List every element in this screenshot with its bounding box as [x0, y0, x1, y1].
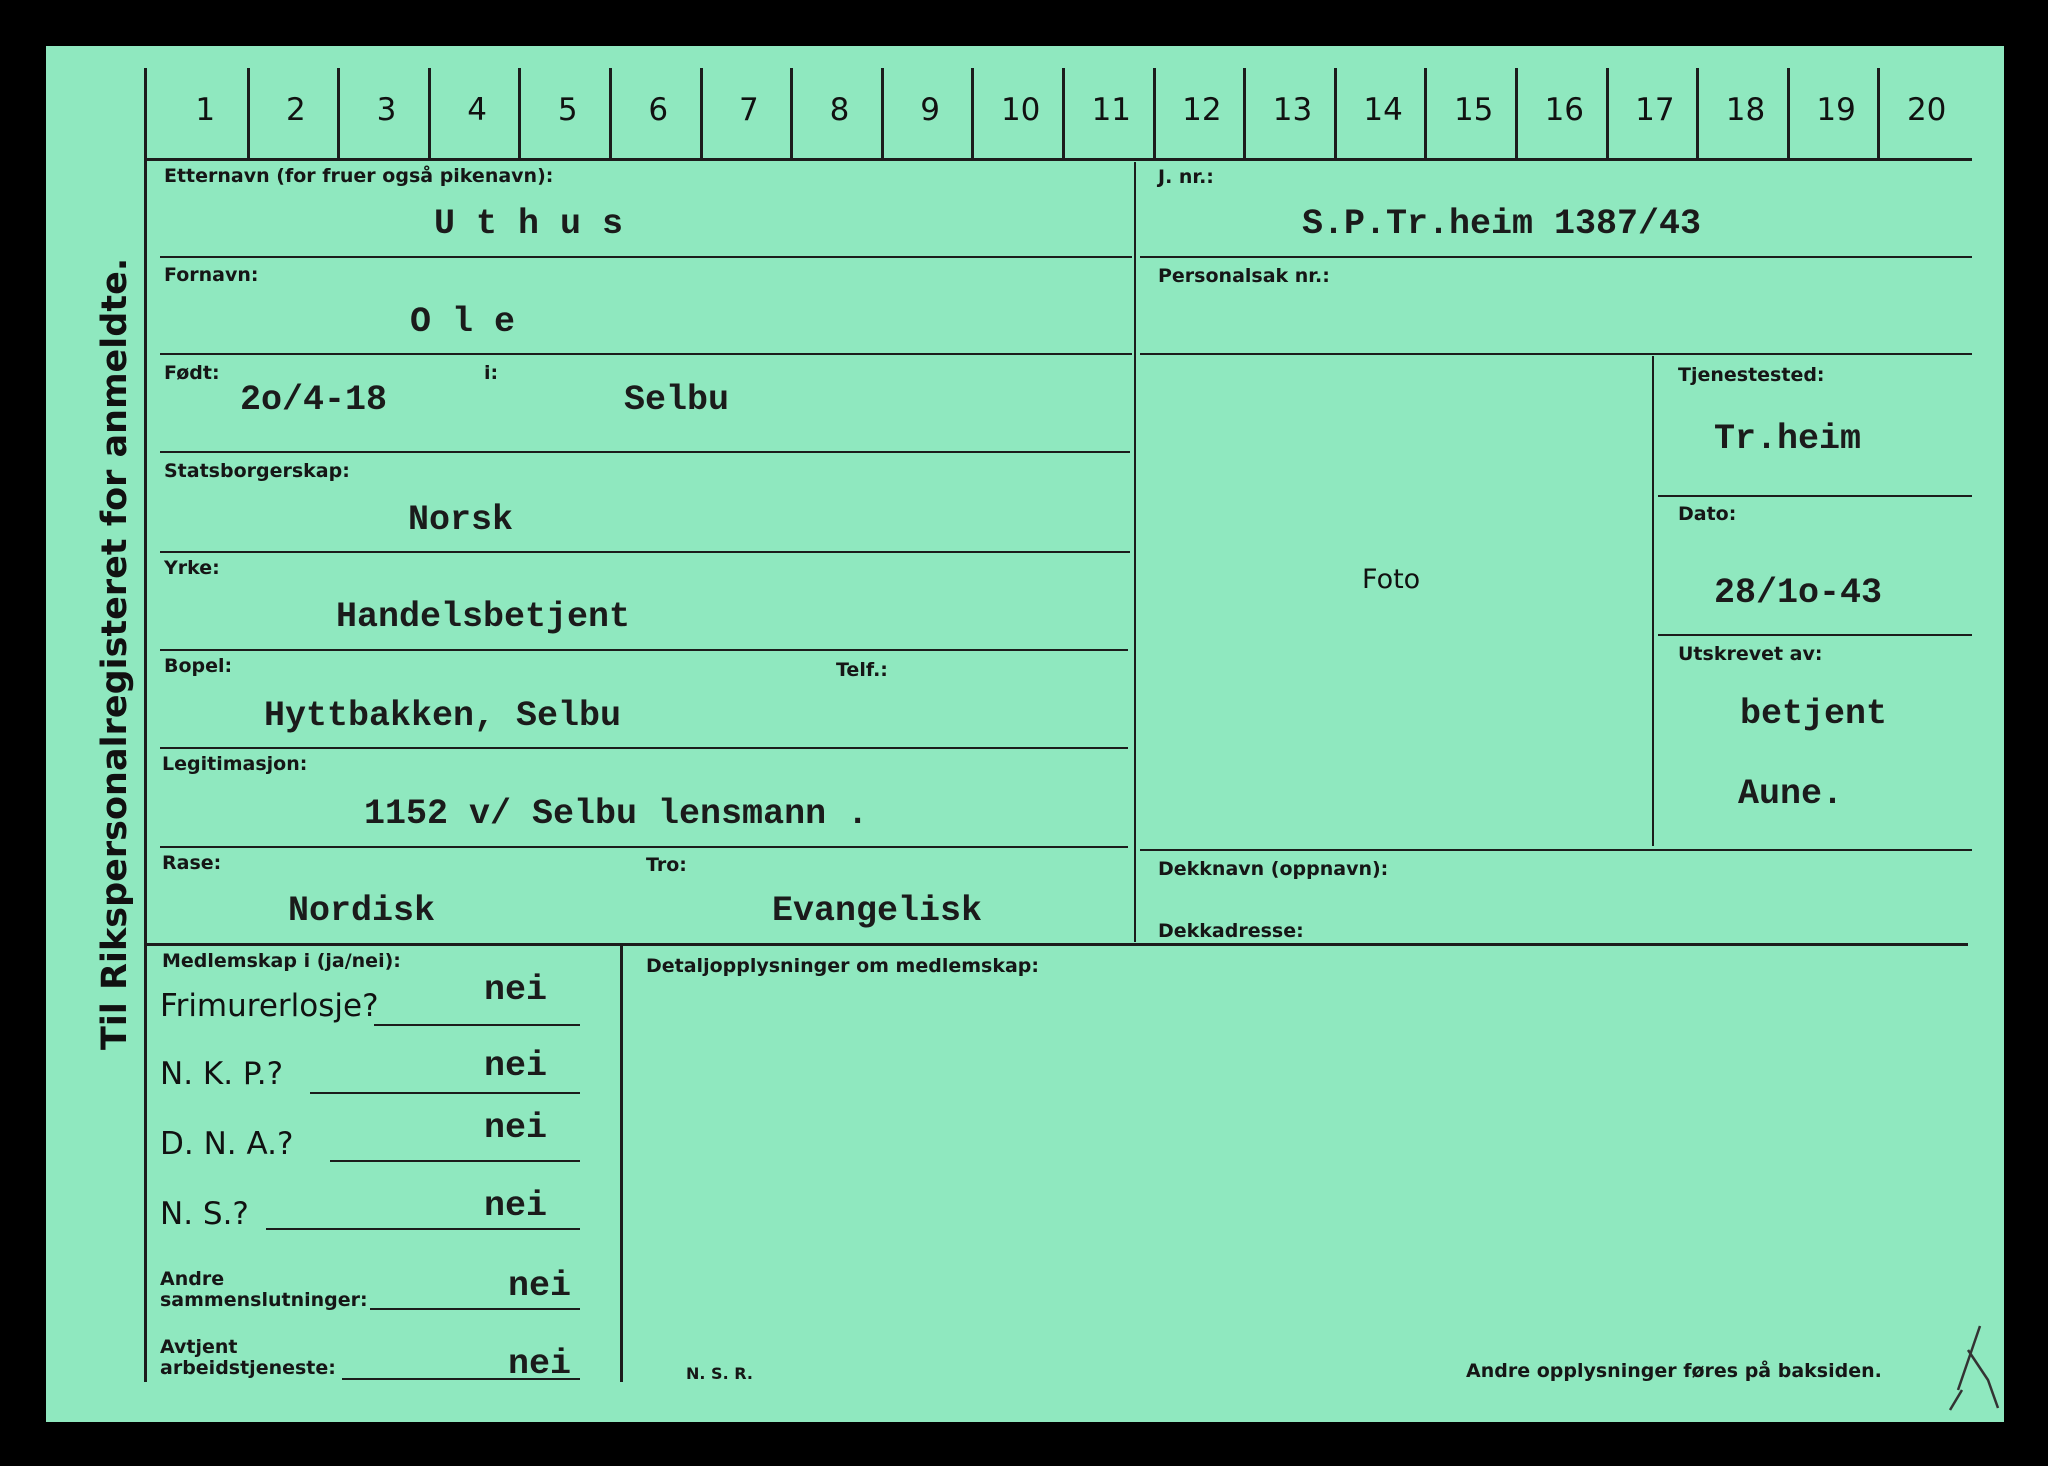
ns-label: N. S.? [160, 1196, 249, 1232]
column-number: 4 [467, 92, 487, 128]
etternavn-value: U t h u s [434, 204, 624, 244]
line-rase [144, 943, 1968, 946]
column-separator [790, 68, 793, 158]
column-number: 18 [1725, 92, 1766, 128]
fodested-label: i: [484, 362, 499, 384]
column-separator [881, 68, 884, 158]
dato-label: Dato: [1678, 503, 1737, 525]
fodested-value: Selbu [624, 380, 730, 420]
line-utskrevet [1140, 849, 1972, 851]
frimurer-label: Frimurerlosje? [160, 988, 379, 1024]
nsr-mark: N. S. R. [686, 1364, 753, 1383]
nkp-value: nei [484, 1046, 548, 1086]
column-number: 15 [1453, 92, 1494, 128]
column-number: 10 [1000, 92, 1041, 128]
frimurer-value: nei [484, 970, 548, 1010]
middle-divider [1134, 162, 1136, 942]
line-statsborgerskap [160, 551, 1130, 553]
column-number: 9 [920, 92, 940, 128]
dna-label: D. N. A.? [160, 1126, 294, 1162]
column-number: 3 [376, 92, 397, 128]
yrke-label: Yrke: [164, 557, 220, 579]
ns-line [266, 1228, 580, 1230]
column-number: 7 [739, 92, 759, 128]
avtjent-value: nei [508, 1344, 572, 1384]
yrke-value: Handelsbetjent [336, 597, 631, 637]
fodt-value: 2o/4-18 [240, 380, 388, 420]
line-legitimasjon [160, 846, 1128, 848]
column-number: 20 [1906, 92, 1947, 128]
etternavn-label: Etternavn (for fruer også pikenavn): [164, 165, 554, 187]
column-number: 14 [1363, 92, 1403, 128]
column-separator [428, 68, 431, 158]
personalsak-label: Personalsak nr.: [1158, 265, 1330, 287]
column-number: 19 [1816, 92, 1856, 128]
line-yrke [160, 649, 1128, 651]
column-separator [1606, 68, 1609, 158]
side-title: Til Rikspersonalregisteret for anmeldte. [95, 257, 135, 1050]
column-separator [1243, 68, 1246, 158]
column-separator [337, 68, 340, 158]
line-tjenestested [1658, 495, 1972, 497]
tro-label: Tro: [646, 854, 687, 876]
column-separator [1515, 68, 1518, 158]
detaljer-label: Detaljopplysninger om medlemskap: [646, 955, 1039, 977]
avtjent-label-2: arbeidstjeneste: [160, 1357, 336, 1379]
dekkadresse-label: Dekkadresse: [1158, 920, 1304, 942]
membership-divider [620, 946, 623, 1382]
line-fornavn [160, 353, 1132, 355]
tjenestested-value: Tr.heim [1714, 419, 1862, 459]
medlemskap-label: Medlemskap i (ja/nei): [162, 950, 401, 972]
line-fodt [160, 451, 1130, 453]
handwritten-mark [1944, 1320, 2004, 1416]
bopel-value: Hyttbakken, Selbu [264, 696, 622, 736]
utskrevet-value-1: betjent [1740, 694, 1888, 734]
ns-value: nei [484, 1186, 548, 1226]
column-separator [1424, 68, 1427, 158]
column-number: 6 [648, 92, 669, 128]
column-number: 5 [557, 92, 578, 128]
nkp-label: N. K. P.? [160, 1056, 284, 1092]
column-separator [1062, 68, 1065, 158]
fornavn-value: O l e [410, 302, 516, 342]
fornavn-label: Fornavn: [164, 264, 259, 286]
column-separator [1787, 68, 1790, 158]
header-line [144, 158, 1972, 161]
column-number: 2 [286, 92, 306, 128]
line-jnr [1140, 256, 1972, 258]
column-separator [1334, 68, 1337, 158]
utskrevet-label: Utskrevet av: [1678, 643, 1823, 665]
line-bopel [160, 747, 1128, 749]
jnr-label: J. nr.: [1158, 166, 1214, 188]
dekknavn-label: Dekknavn (oppnavn): [1158, 858, 1389, 880]
andre-value: nei [508, 1266, 572, 1306]
andre-label-2: sammenslutninger: [160, 1289, 368, 1311]
nkp-line [310, 1092, 580, 1094]
column-number: 13 [1272, 92, 1313, 128]
line-personalsak [1140, 353, 1972, 355]
column-separator [1696, 68, 1699, 158]
avtjent-label-1: Avtjent [160, 1336, 238, 1358]
dna-value: nei [484, 1108, 548, 1148]
utskrevet-value-2: Aune. [1738, 774, 1844, 814]
tro-value: Evangelisk [772, 891, 983, 931]
jnr-value: S.P.Tr.heim 1387/43 [1302, 204, 1702, 244]
column-separator [700, 68, 703, 158]
column-separator [1153, 68, 1156, 158]
statsborgerskap-label: Statsborgerskap: [164, 460, 350, 482]
left-border [144, 68, 147, 1382]
line-dato [1658, 634, 1972, 636]
column-number: 8 [829, 92, 850, 128]
foto-placeholder: Foto [1362, 564, 1421, 595]
column-separator [609, 68, 612, 158]
column-number: 11 [1091, 92, 1132, 128]
rase-label: Rase: [162, 852, 222, 874]
dna-line [330, 1160, 580, 1162]
line-etternavn [160, 256, 1132, 258]
rase-value: Nordisk [288, 891, 436, 931]
column-separator [247, 68, 250, 158]
column-number: 16 [1544, 92, 1585, 128]
column-separator [971, 68, 974, 158]
frimurer-line [374, 1024, 580, 1026]
legitimasjon-label: Legitimasjon: [162, 753, 308, 775]
tjenestested-label: Tjenestested: [1678, 364, 1825, 386]
column-number: 12 [1182, 92, 1222, 128]
statsborgerskap-value: Norsk [408, 500, 514, 540]
legitimasjon-value: 1152 v/ Selbu lensmann . [364, 794, 869, 834]
bopel-label: Bopel: [164, 655, 233, 677]
footer-note: Andre opplysninger føres på baksiden. [1466, 1360, 1882, 1382]
fodt-label: Født: [164, 362, 220, 384]
telf-label: Telf.: [836, 659, 888, 681]
column-separator [1877, 68, 1880, 158]
andre-line [370, 1308, 580, 1310]
foto-divider [1652, 356, 1654, 846]
column-separator [518, 68, 521, 158]
column-number: 17 [1635, 92, 1675, 128]
andre-label-1: Andre [160, 1268, 225, 1290]
dato-value: 28/1o-43 [1714, 573, 1883, 613]
column-number: 1 [195, 92, 216, 128]
